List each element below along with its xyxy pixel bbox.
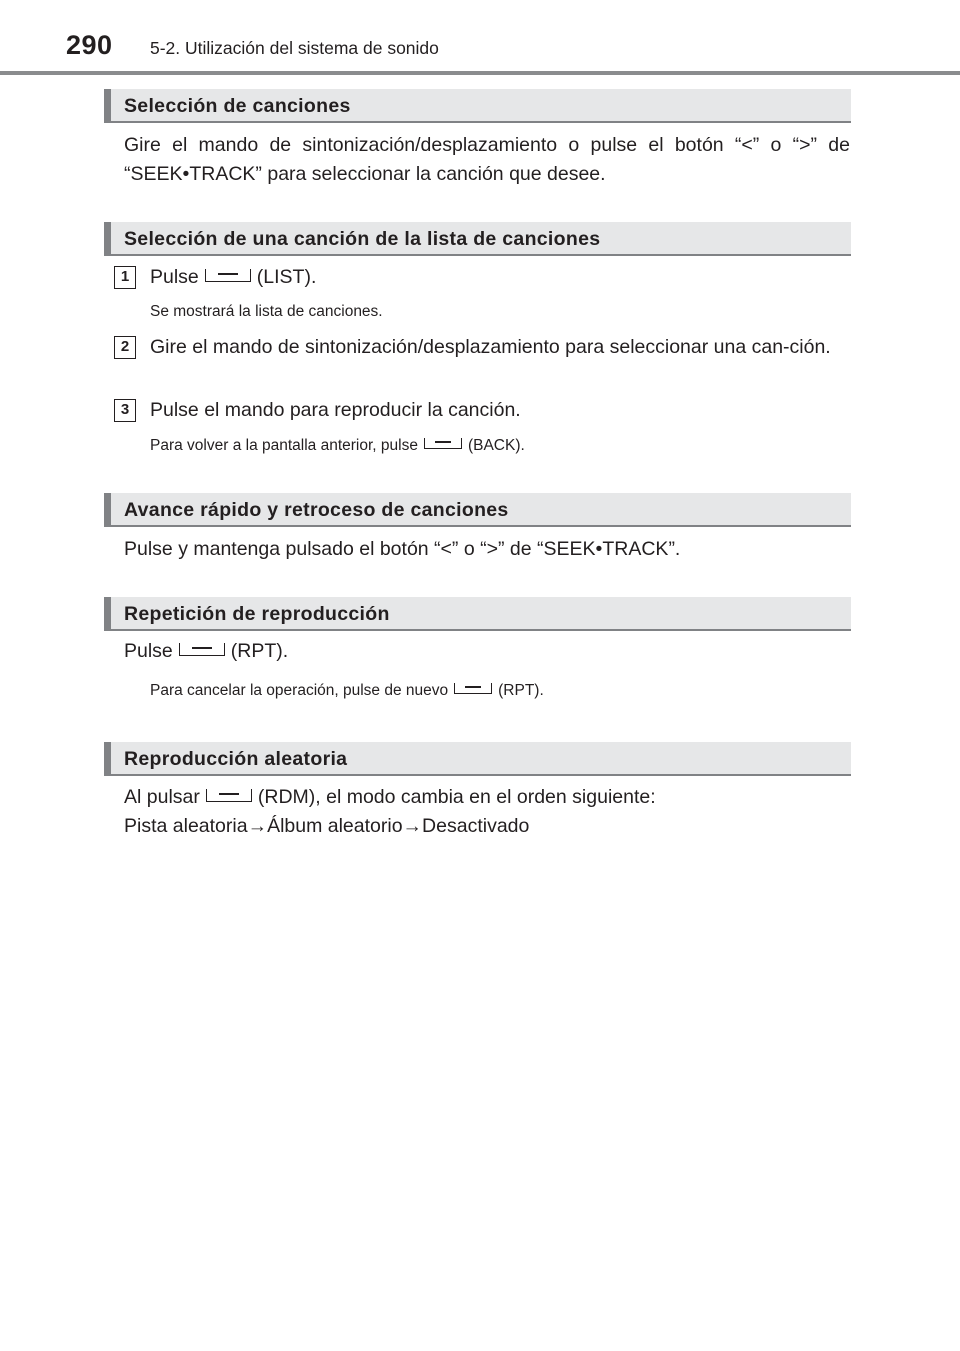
section-heading — [104, 222, 851, 256]
panel-button-icon — [454, 683, 492, 694]
panel-button-icon — [424, 438, 462, 449]
text-post: (RDM), el modo cambia en el orden siguiente: — [257, 786, 656, 808]
body-paragraph — [124, 637, 850, 666]
text-pre: Al pulsar — [124, 786, 200, 808]
body-paragraph: Gire el mando de sintonización/desplazamiento o pulse el botón “<” o “>” de “SEEK•TRACK” para seleccionar la canción que desee. — [124, 134, 850, 185]
page-header — [0, 0, 960, 76]
sequence-line: Pista aleatoria→Álbum aleatorio→Desactivado — [124, 815, 530, 837]
note-pre: Para cancelar la operación, pulse de nuevo — [150, 682, 449, 699]
text-pre: Pulse — [124, 640, 173, 662]
note-post: (BACK). — [467, 437, 525, 454]
section-heading — [104, 742, 851, 776]
note-post: (RPT). — [498, 682, 544, 699]
section-heading — [104, 597, 851, 631]
panel-button-icon — [179, 643, 225, 656]
step-number: 1 — [114, 266, 136, 289]
chapter-title: 5-2. Utilización del sistema de sonido — [150, 38, 439, 58]
section-title: Repetición de reproducción — [124, 603, 390, 625]
step-text-pre: Pulse — [150, 266, 199, 288]
body-paragraph — [124, 783, 850, 841]
page-number: 290 — [66, 30, 113, 60]
panel-button-icon — [206, 789, 252, 802]
section-title: Avance rápido y retroceso de canciones — [124, 499, 509, 521]
body-note — [150, 680, 850, 702]
step-note: Se mostrará la lista de canciones. — [150, 303, 383, 320]
text-post: (RPT). — [230, 640, 289, 662]
section-title: Reproducción aleatoria — [124, 748, 348, 770]
step-text: Gire el mando de sintonización/desplazamiento para seleccionar una can-ción. — [150, 336, 831, 358]
step-text — [150, 263, 850, 292]
body-paragraph: Pulse y mantenga pulsado el botón “<” o “>” de “SEEK•TRACK”. — [124, 538, 681, 560]
step-text-post: (LIST). — [256, 266, 317, 288]
note-pre: Para volver a la pantalla anterior, pulse — [150, 437, 418, 454]
panel-button-icon — [205, 269, 251, 282]
step-number: 3 — [114, 399, 136, 422]
section-title: Selección de una canción de la lista de canciones — [124, 228, 601, 250]
step-text: Pulse el mando para reproducir la canción. — [150, 399, 521, 421]
step-note — [150, 435, 850, 457]
header-rule — [0, 71, 960, 75]
section-heading — [104, 493, 851, 527]
section-heading — [104, 89, 851, 123]
section-title: Selección de canciones — [124, 95, 351, 117]
step-number: 2 — [114, 336, 136, 359]
